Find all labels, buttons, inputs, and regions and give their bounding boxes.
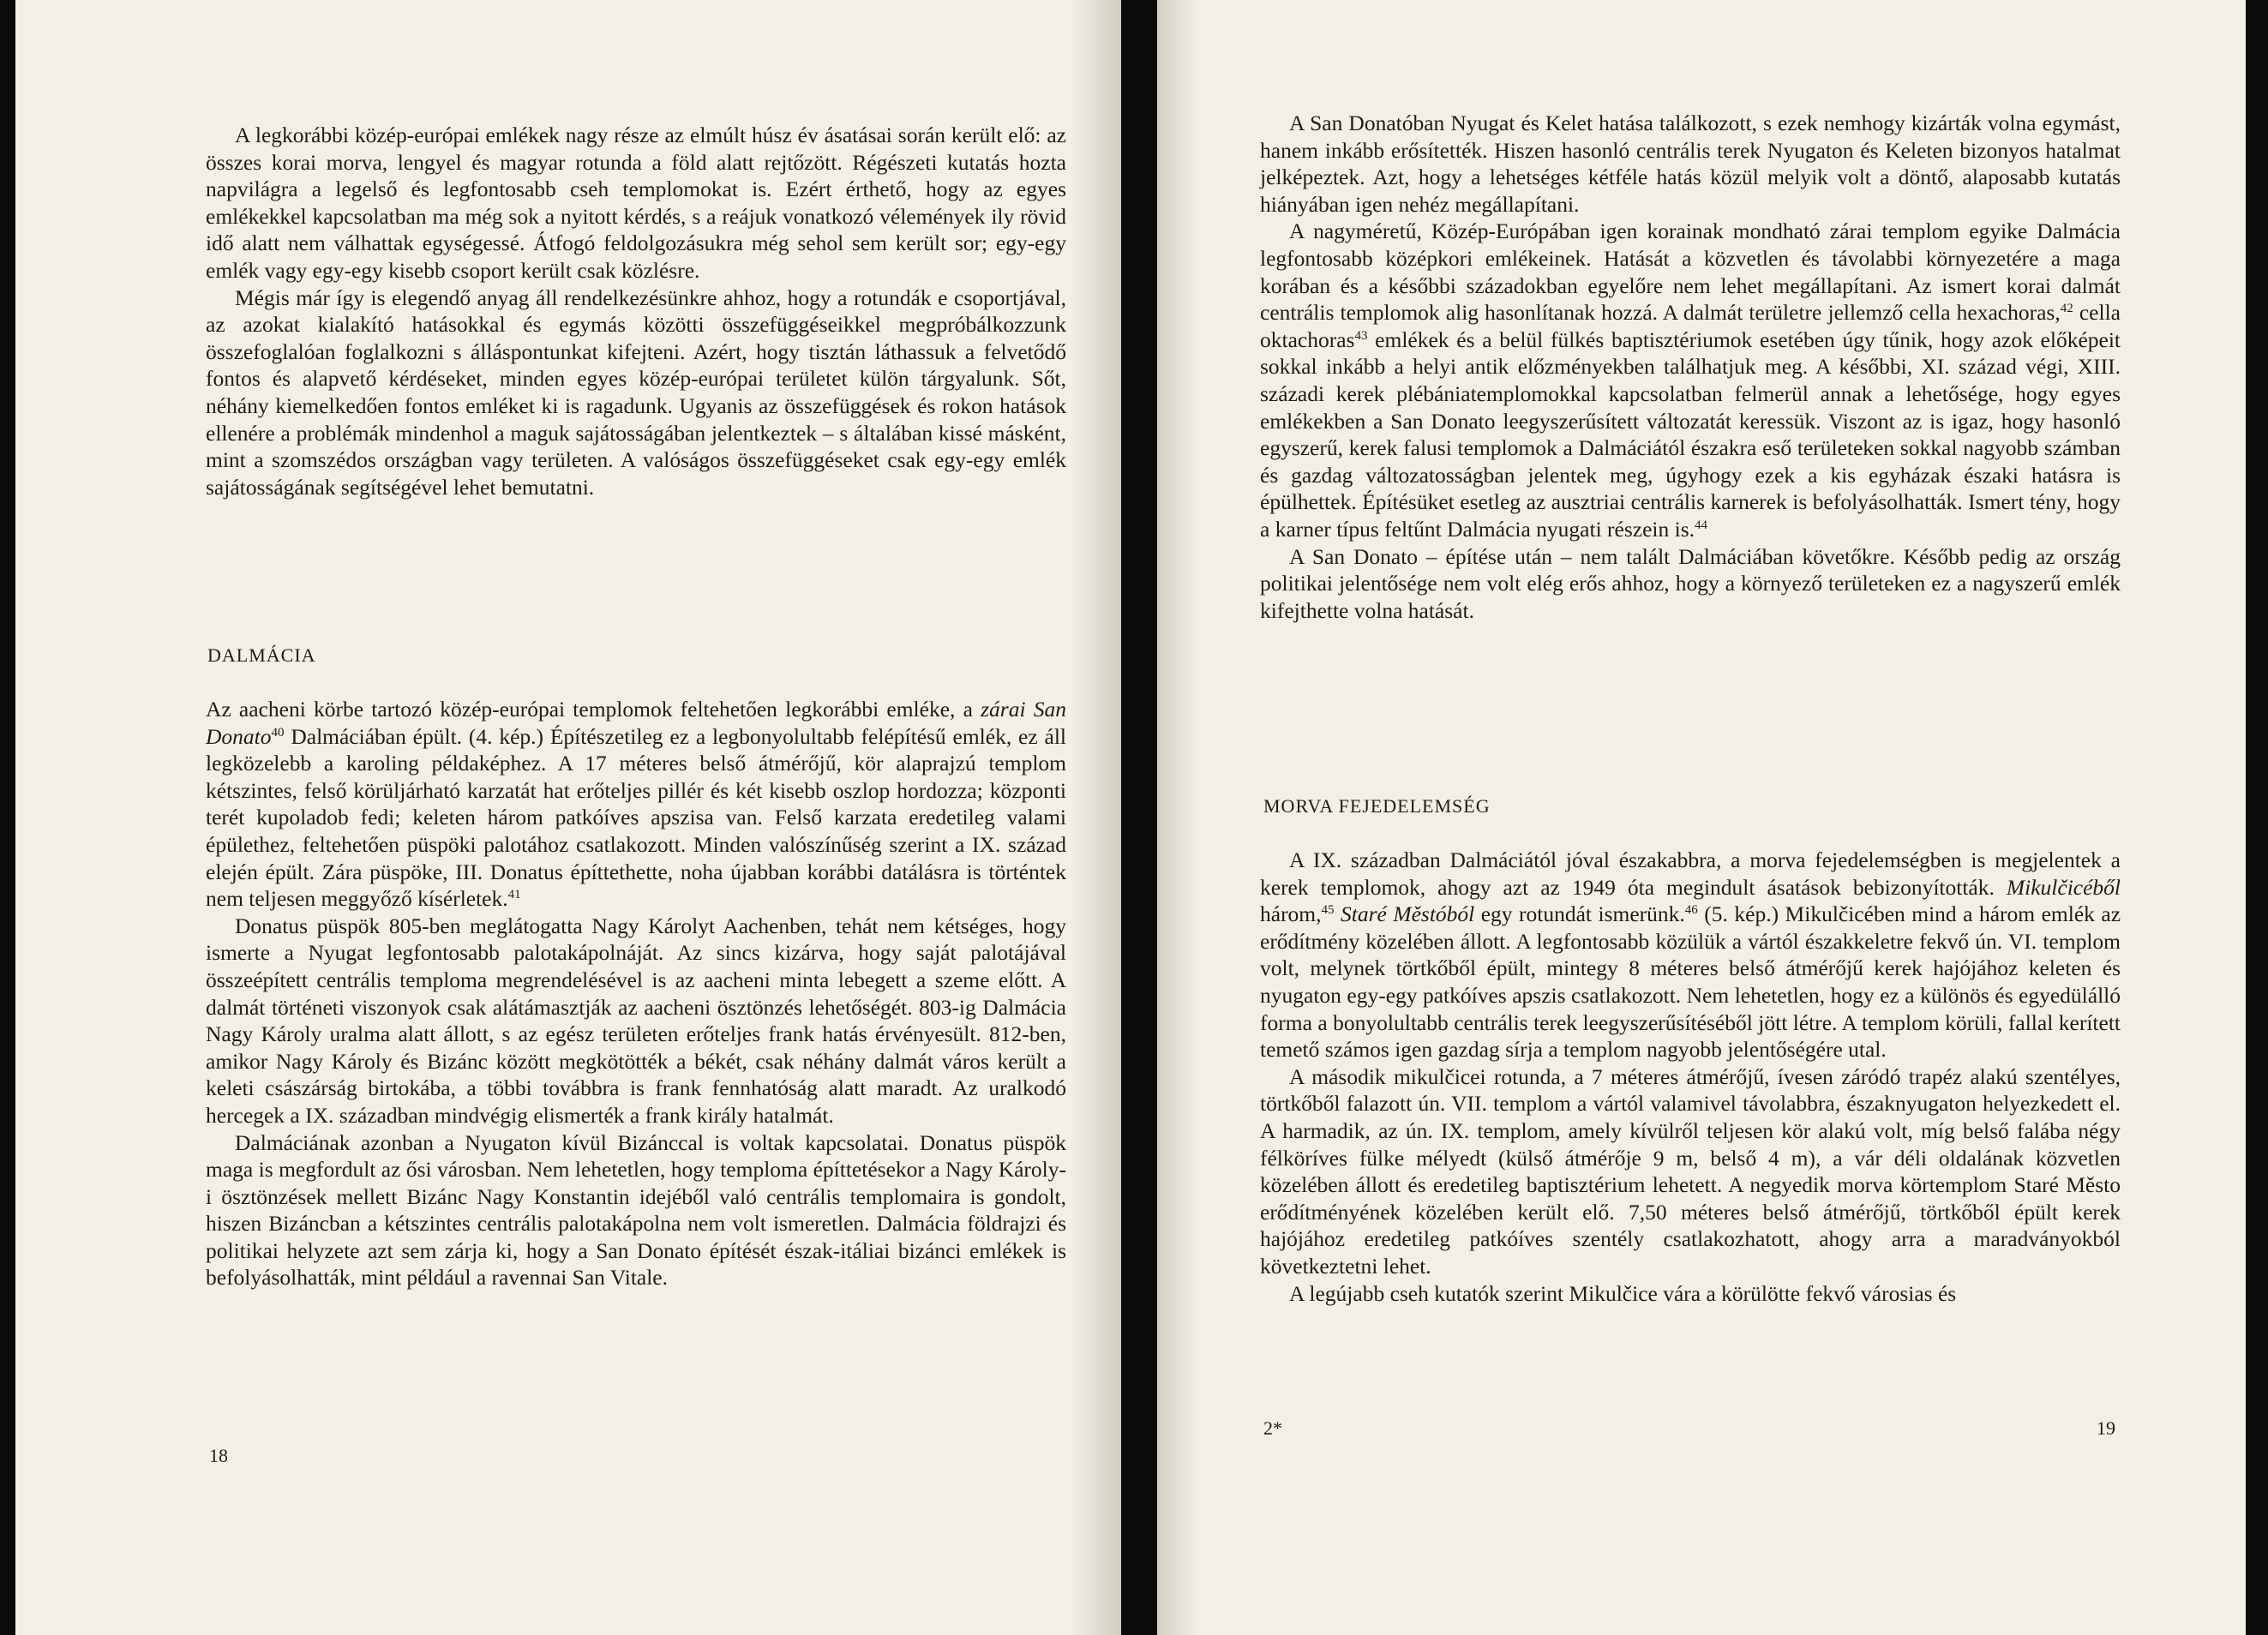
- paragraph: A legújabb cseh kutatók szerint Mikulčice vára a körülötte fekvő városias és: [1289, 1280, 1957, 1306]
- paragraph: Mégis már így is elegendő anyag áll rendelkezésünkre ahhoz, hogy a rotundák e csoportjával, az azokat kialakító hatásokkal és egymás közötti összefüggéseikkel megpróbálkozzunk összefoglalóan foglalkozni s álláspontunkat kifejteni. Azért, hogy tisztán láthassuk a felvetődő fontos és alapvető kérdéseket, minden egyes közép-európai területet külön tárgyalunk. Sőt, néhány kiemelkedően fontos emléket ki is ragadunk. Ugyanis az összefüggések és rokon hatások ellenére a problémák mindenhol a maguk sajátosságában jelentkeztek – s általában kissé másként, mint a szomszédos országban vagy területen. A valóságos összefüggéseket csak egy-egy emlék sajátosságának segítségével lehet bemutatni.: [206, 284, 1066, 500]
- paragraph: A San Donato – építése után – nem talált Dalmáciában követőkre. Később pedig az ország politikai jelentősége nem volt elég erős ahhoz, hogy a környező területeken ez a nagyszerű emlék kifejthette volna hatását.: [1260, 543, 2121, 623]
- italic-term: zárai San Donato: [206, 697, 1066, 749]
- footnote-ref[interactable]: 45: [1321, 903, 1335, 918]
- gutter-shadow: [1070, 0, 1121, 1635]
- paragraph: A nagyméretű, Közép-Európában igen korainak mondható zárai templom egyike Dalmácia legfontosabb középkori emlékeinek. Hatását a közvetlen és távolabbi környezetére a maga korában és a későbbi századokban egyelőre nem lehet megállapítani. Az ismert korai dalmát centrális templomok alig hasonlítanak hozzá. A dalmát területre jellemző cella hexachoras,$^{42}$ cella oktachoras$^{43}$ emlékek és a belül fülkés baptisztériumok esetében úgy tűnik, hogy azok előképeit sokkal inkább a helyi antik előzményekben találhatjuk meg. A későbbi, XI. század végi, XIII. századi kerek plébániatemplomokkal kapcsolatban felmerül annak a lehetősége, hogy egyes emlékekben a San Donato leegyszerűsített változatát keressük. Viszont az is igaz, hogy hasonló egyszerű, kerek falusi templomok a Dalmáciától északra eső területeken sokkal nagyobb számban és gazdag változatosságban jelentek meg, úgyhogy ezek a kis egyházak északi hatásra is épülhettek. Építésüket esetleg az ausztriai centrális karnerek is befolyásolhatták. Ismert tény, hogy a karner típus feltűnt Dalmácia nyugati részein is.$^{44}$: [1260, 219, 2121, 542]
- gutter-shadow: [1157, 0, 1200, 1635]
- paragraph: A San Donatóban Nyugat és Kelet hatása találkozott, s ezek nemhogy kizárták volna egymást, hanem inkább erősítették. Hiszen hasonló centrális terek Nyugaton és Keleten bizonyos hatalmat jelképeztek. Azt, hogy a lehetséges kétféle hatás közül melyik volt a döntő, alaposabb kutatás hiányában igen nehéz megállapítani.: [1260, 111, 2121, 217]
- paragraph: Az aacheni körbe tartozó közép-európai templomok feltehetően legkorábbi emléke, a zárai San Donato$^{40}$ Dalmáciában épült. (4. kép.) Építészetileg ez a legbonyolultabb felépítésű emlék, ez áll legközelebb a karoling példaképhez. A 17 méteres belső átmérőjű, kör alaprajzú templom kétszintes, felső körüljárható karzatát hat erőteljes pillér és két kisebb oszlop hordozza; központi terét kupoladob fedi; keleten három patkóíves apszisa van. Felső karzata eredetileg valami épülethez, feltehetően püspöki palotához csatlakozott. Minden valószínűség szerint a IX. század elején épült. Zára püspöke, III. Donatus építtethette, noha újabban korábbi datálásra is történtek nem teljesen meggyőző kísérletek.$^{41}$: [206, 697, 1066, 912]
- page-number: 18: [209, 1445, 228, 1466]
- page-number: 19: [2097, 1417, 2115, 1439]
- italic-term: Mikulčicéből: [2006, 874, 2121, 900]
- paragraph: Donatus püspök 805-ben meglátogatta Nagy Károlyt Aachenben, tehát nem kétséges, hogy ismerte a Nyugat legfontosabb palotakápolnáját. Az sincs kizárva, hogy saját palotájával összeépített centrális temploma megrendelésével is az aacheni minta lebegett a szeme előtt. A dalmát történeti viszonyok csak alátámasztják az aacheni ösztönzés lehetőségét. 803-ig Dalmácia Nagy Károly uralma alatt állott, s az egész területen erőteljes frank hatás érvényesült. 812-ben, amikor Nagy Károly és Bizánc között megkötötték a békét, csak néhány dalmát város került a keleti császárság birtokába, a többi továbbra is frank fennhatóság alatt maradt. Az uralkodó hercegek a IX. században mindvégig elismerték a frank király hatalmát.: [206, 913, 1066, 1128]
- paragraph: A IX. században Dalmáciától jóval északabbra, a morva fejedelemségben is megjelentek a kerek templomok, ahogy azt az 1949 óta megindult ásatások bebizonyították. Mikulčicéből három,$^{45}$ Staré Městóból egy rotundát ismerünk.$^{46}$ (5. kép.) Mikulčicében mind a három emlék az erődítmény közelében állott. A legfontosabb közülük a vártól északkeletre fekvő ún. VI. templom volt, melynek törtkőből épült, mintegy 8 méteres belső átmérőjű kerek hajójához keleten és nyugaton egy-egy patkóíves apszis csatlakozott. Nem lehetetlen, hogy ez a különös és egyedülálló forma a bonyolultabb centrális terek leegyszerűsítéséből jött létre. A templom körüli, fallal kerített temető számos igen gazdag sírja a templom nagyobb jelentőségére utal.: [1260, 847, 2121, 1063]
- footnote-ref[interactable]: 46: [1684, 903, 1698, 918]
- sandonato-text: [1260, 110, 2121, 624]
- italic-term: Staré Městóból: [1341, 901, 1475, 927]
- paragraph: A második mikulčicei rotunda, a 7 méteres átmérőjű, ívesen záródó trapéz alakú szentélyes, törtkőből falazott ún. VII. templom a vártól valamivel távolabbra, északnyugaton helyezkedett el. A harmadik, az ún. IX. templom, amely kívülről teljesen kör alakú volt, míg belső falába négy félköríves fülke mélyedt (külső átmérője 9 m, belső 4 m), a vár déli oldalának közvetlen közelében állott és eredetileg baptisztérium lehetett. A negyedik morva körtemplom Staré Město erődítményének közelében került elő. 7,50 méteres belső átmérőjű, törtkőből épült kerek hajójához eredetileg patkóíves szentély csatlakozhatott, ahogy arra a maradványokból következtetni lehet.: [1260, 1063, 2121, 1279]
- section-heading: DALMÁCIA: [207, 644, 316, 666]
- section-heading: MORVA FEJEDELEMSÉG: [1263, 795, 1491, 817]
- signature-mark: 2*: [1263, 1417, 1282, 1439]
- footnote-ref[interactable]: 40: [271, 725, 285, 740]
- morva-text: [1260, 847, 2121, 1307]
- left-page: [15, 0, 1121, 1635]
- intro-text: [206, 122, 1066, 500]
- footnote-ref[interactable]: 41: [507, 888, 521, 902]
- dalmacia-text: [206, 696, 1066, 1291]
- footnote-ref[interactable]: 44: [1695, 518, 1707, 532]
- footnote-ref[interactable]: 43: [1354, 328, 1368, 343]
- footnote-ref[interactable]: 42: [2060, 302, 2073, 316]
- paragraph: A legkorábbi közép-európai emlékek nagy része az elmúlt húsz év ásatásai során került elő: az összes korai morva, lengyel és magyar rotunda a föld alatt rejtőzött. Régészeti kutatás hozta napvilágra a legelső és legfontosabb cseh templomokat is. Ezért érthető, hogy az egyes emlékekkel kapcsolatban ma még sok a nyitott kérdés, s a reájuk vonatkozó vélemények ily rövid idő alatt nem válhattak egységessé. Átfogó feldolgozásukra még sehol sem került sor; egy-egy emlék vagy egy-egy kisebb csoport került csak közlésre.: [206, 123, 1066, 283]
- right-page: [1157, 0, 2246, 1635]
- paragraph: Dalmáciának azonban a Nyugaton kívül Bizánccal is voltak kapcsolatai. Donatus püspök maga is megfordult az ősi városban. Nem lehetetlen, hogy temploma építtetésekor a Nagy Károly-i ösztönzések mellett Bizánc Nagy Konstantin idejéből való centrális templomaira is gondolt, hiszen Bizáncban a kétszintes centrális palotakápolna nem volt ismeretlen. Dalmácia földrajzi és politikai helyzete azt sem zárja ki, hogy a San Donato építését észak-itáliai bizánci emlékek is befolyásolhatták, mint például a ravennai San Vitale.: [206, 1129, 1066, 1291]
